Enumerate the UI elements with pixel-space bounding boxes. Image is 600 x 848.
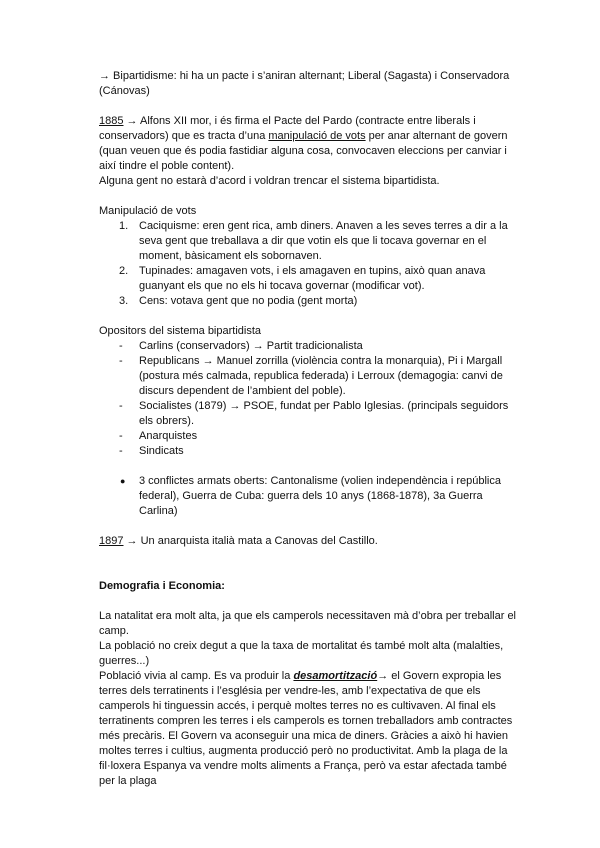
list-item-text: Cens: votava gent que no podia (gent morta) <box>139 295 358 307</box>
bipartidisme-paragraph: → Bipartidisme: hi ha un pacte i s’aniran alternant; Liberal (Sagasta) i Conservadora (Cánovas) <box>99 70 510 97</box>
paragraph-1885 <box>99 114 519 174</box>
list-item <box>99 264 519 294</box>
p1885-before: → Alfons XII mor, i és firma el Pacte del Pardo (contracte entre liberals i conservadors) que es tracta d’una <box>99 115 476 142</box>
list-number: 2. <box>119 265 129 277</box>
list-item <box>99 354 519 399</box>
list-item-text: 3 conflictes armats oberts: Cantonalisme (volien independència i república federal), Guerra de Cuba: guerra dels 10 anys (1868-1878), 3a Guerra Carlina) <box>139 475 501 517</box>
p1897-text: → Un anarquista italià mata a Canovas del Castillo. <box>123 535 378 547</box>
list-item <box>99 474 519 519</box>
list-item <box>99 429 519 444</box>
list-item-text: Socialistes (1879) → PSOE, fundat per Pablo Iglesias. (principals seguidors els obrers). <box>139 400 509 427</box>
bullet-icon: ● <box>120 476 126 486</box>
year-1885: 1885 <box>99 115 124 127</box>
list-number: 3. <box>119 295 129 307</box>
poblacio-paragraph: La població no creix degut a que la taxa de mortalitat és també molt alta (malalties, guerres...) <box>99 640 504 667</box>
dash-marker: - <box>119 430 123 442</box>
p3-after: → el Govern expropia les terres dels terratinents i l’església per vendre-les, amb l’expectativa de que els camperols hi tinguessin accés, i perquè moltes terres no es cultivaven. Al final els terratinents compren les terres i els camperols es tornen treballadors amb contractes més precàris. El Govern va aconseguir una mica de diners. Gràcies a això hi havien moltes terres i cultius, augmenta producció però no productivitat. Amb la plaga de la fil·loxera Espanya va vendre molts aliments a França, però va estar afectada també per la plaga <box>99 670 513 787</box>
list-item-text: Republicans → Manuel zorrilla (violència contra la monarquia), Pi i Margall (postura més calmada, republica federada) i Lerroux (demagogia: canvi de discurs dependent de l’ambient del poble). <box>139 355 503 397</box>
list-item <box>99 294 519 309</box>
list-item-text: Sindicats <box>139 445 184 457</box>
desamortitzacio-term: desamortització <box>293 670 378 682</box>
document-page <box>99 69 519 789</box>
list-item-text: Carlins (conservadors) → Partit tradicionalista <box>139 340 363 352</box>
dash-marker: - <box>119 340 123 352</box>
p3-before: Població vivia al camp. Es va produir la <box>99 670 294 682</box>
alguna-gent-paragraph: Alguna gent no estarà d’acord i voldran trencar el sistema bipartidista. <box>99 175 440 187</box>
manipulacio-list <box>99 219 519 309</box>
list-item-text: Tupinades: amagaven vots, i els amagaven en tupins, això quan anava guanyant els que no els hi tocava governar (modificar vot). <box>139 265 486 292</box>
list-number: 1. <box>119 220 129 232</box>
paragraph-1897 <box>99 534 519 549</box>
manipulacio-underlined: manipulació de vots <box>268 130 366 142</box>
list-item-text: Anarquistes <box>139 430 198 442</box>
list-item-text: Caciquisme: eren gent rica, amb diners. Anaven a les seves terres a dir a la seva gent que treballava a dir que votin els que li tocava governar en el moment, bàsicament els sobornaven. <box>139 220 508 262</box>
list-item <box>99 219 519 264</box>
dash-marker: - <box>119 445 123 457</box>
conflictes-list <box>99 474 519 519</box>
manipulacio-heading: Manipulació de vots <box>99 205 197 217</box>
opositors-list <box>99 339 519 459</box>
p1885-after: per anar alternant de govern (quan veuen que és podia fastidiar alguna cosa, convocaven eleccions per canviar i així tindre el poble content). <box>99 130 508 172</box>
dash-marker: - <box>119 355 123 367</box>
list-item <box>99 444 519 459</box>
list-item <box>99 339 519 354</box>
opositors-heading: Opositors del sistema bipartidista <box>99 325 262 337</box>
demografia-heading: Demografia i Economia: <box>99 580 225 592</box>
desamortitzacio-paragraph <box>99 669 519 789</box>
natalitat-paragraph: La natalitat era molt alta, ja que els camperols necessitaven mà d’obra per treballar el camp. <box>99 610 517 637</box>
list-item <box>99 399 519 429</box>
year-1897: 1897 <box>99 535 124 547</box>
dash-marker: - <box>119 400 123 412</box>
